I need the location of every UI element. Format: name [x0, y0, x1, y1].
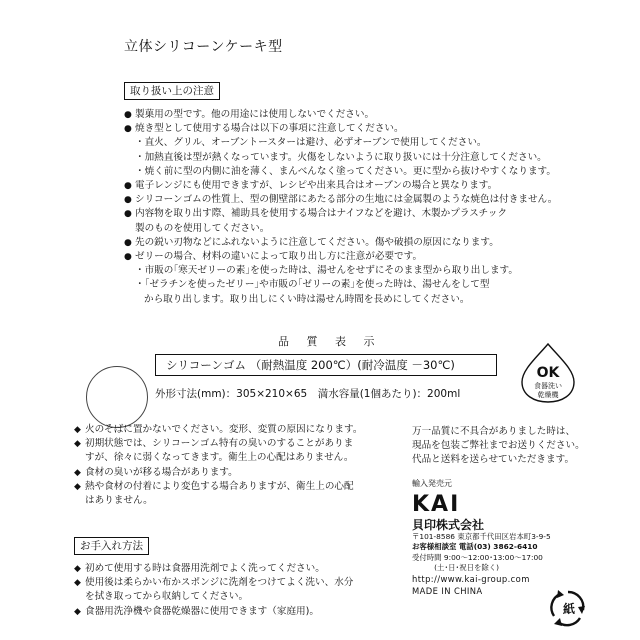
warnings-list — [74, 423, 362, 508]
dimensions-spec: 外形寸法(mm)：305×210×65 満水容量(1個あたり)：200ml — [155, 388, 461, 400]
handling-heading: 取り扱い上の注意 — [124, 82, 220, 100]
recycle-arrow-left — [551, 594, 560, 616]
company-web — [412, 573, 530, 597]
list-item: ● 製菓用の型です。他の用途には使用しないでください。 — [124, 108, 557, 122]
importer-label: 輸入発売元 — [412, 479, 452, 488]
dishwasher-ok-icon — [514, 342, 582, 404]
recycle-mark-text: 紙 — [562, 602, 576, 616]
badge-line2-text: 乾燥機 — [537, 391, 559, 399]
list-item: ● シリコーンゴムの性質上、型の側壁部にあたる部分の生地には金属製のような焼色は付きません。 — [124, 193, 557, 207]
bullet-icon — [124, 179, 135, 193]
bullet-icon — [74, 423, 85, 437]
care-list — [74, 562, 353, 619]
list-item: ・直火、グリル、オーブントースターは避け、必ずオーブンで使用してください。 — [135, 137, 487, 149]
company-url: http://www.kai-group.com — [412, 574, 530, 584]
badge-ok-text: OK — [536, 365, 560, 381]
list-item: ◆ 使用後は柔らかい布かスポンジに洗剤をつけてよく洗い、水分 — [74, 576, 353, 590]
list-item: ◆ 食材の臭いが移る場合があります。 — [74, 466, 362, 480]
quality-heading: 品 質 表 示 — [278, 335, 382, 348]
paper-recycle-icon — [546, 586, 590, 628]
bullet-icon — [124, 122, 135, 136]
material-spec: シリコーンゴム （耐熱温度 200℃）(耐冷温度 －30℃) — [155, 354, 497, 376]
bullet-icon — [74, 605, 85, 619]
list-item: ◆ 食器用洗浄機や食器乾燥器に使用できます（家庭用)。 — [74, 605, 353, 619]
company-address: 〒101-8586 東京都千代田区岩本町3-9-5 お客様相談室 電話(03) 3862-6410 受付時間 9:00～12:00･13:00～17:00 (土･日･祝日を除く) — [412, 532, 551, 573]
list-item: ◆ 火のそばに置かないでください。変形、変質の原因になります。 — [74, 423, 362, 437]
bullet-icon — [124, 236, 135, 250]
guarantee-note: 万一品質に不具合がありました時は、 現品を包装ご弊社までお送りください。 代品と送料を送らせていただきます。 — [412, 426, 585, 466]
care-heading: お手入れ方法 — [74, 537, 149, 555]
list-item: ◆ 初めて使用する時は食器用洗剤でよく洗ってください。 — [74, 562, 353, 576]
company-name: 貝印株式会社 — [412, 518, 485, 532]
bullet-icon — [74, 562, 85, 576]
bullet-icon — [74, 437, 85, 451]
arrowhead-3 — [554, 618, 562, 626]
list-item: ・焼く前に型の内側に油を薄く、まんべんなく塗ってください。更に型から抜けやすくなります。 — [135, 165, 556, 177]
bullet-icon — [74, 466, 85, 480]
list-item: ● 焼き型として使用する場合は以下の事項に注意してください。 — [124, 122, 557, 136]
bullet-icon — [124, 250, 135, 264]
list-item: ● 先の鋭い刃物などにふれないように注意してください。傷や破損の原因になります。 — [124, 236, 557, 250]
list-item: ・加熱直後は型が熱くなっています。火傷をしないように取り扱いには十分注意してください。 — [135, 151, 547, 163]
list-item: すが、徐々に弱くなってきます。衛生上の心配はありません。 — [85, 452, 354, 464]
arrowhead-1 — [557, 590, 564, 598]
list-item: ◆ 熱や食材の付着により変色する場合ありますが、衛生上の心配 — [74, 480, 362, 494]
list-item: ● 電子レンジにも使用できますが、レシピや出来具合はオーブンの場合と異なります。 — [124, 179, 557, 193]
kai-logo: KAI — [412, 492, 461, 517]
list-item: ● 内容物を取り出す際、補助具を使用する場合はナイフなどを避け、木製かプラスチック — [124, 207, 557, 221]
list-item: から取り出します。取り出しにくい時は湯せん時間を長めにしてください。 — [144, 293, 470, 305]
list-item: ● ゼリーの場合、材料の違いによって取り出し方に注意が必要です。 — [124, 250, 557, 264]
product-title: 立体シリコーンケーキ型 — [124, 39, 283, 55]
list-item: 製のものを使用してください。 — [135, 222, 270, 234]
bullet-icon — [74, 576, 85, 590]
bullet-icon — [124, 108, 135, 122]
list-item: を拭き取ってから収納してください。 — [85, 591, 249, 603]
list-item: ・｢ゼラチンを使ったゼリー｣や市販の｢ゼリーの素｣を使った時は、湯せんをして型 — [135, 279, 490, 291]
origin-label: MADE IN CHINA — [412, 586, 483, 596]
blank-circle — [86, 366, 148, 428]
handling-list — [124, 108, 557, 307]
badge-line1-text: 食器洗い — [534, 382, 562, 390]
list-item: はありません。 — [85, 495, 153, 507]
bullet-icon — [124, 207, 135, 221]
list-item: ・市販の｢寒天ゼリーの素｣を使った時は、湯せんをせずにそのまま型から取り出します。 — [135, 265, 518, 277]
bullet-icon — [74, 480, 85, 494]
bullet-icon — [124, 193, 135, 207]
list-item: ◆ 初期状態では、シリコーンゴム特有の臭いのすることがありま — [74, 437, 362, 451]
